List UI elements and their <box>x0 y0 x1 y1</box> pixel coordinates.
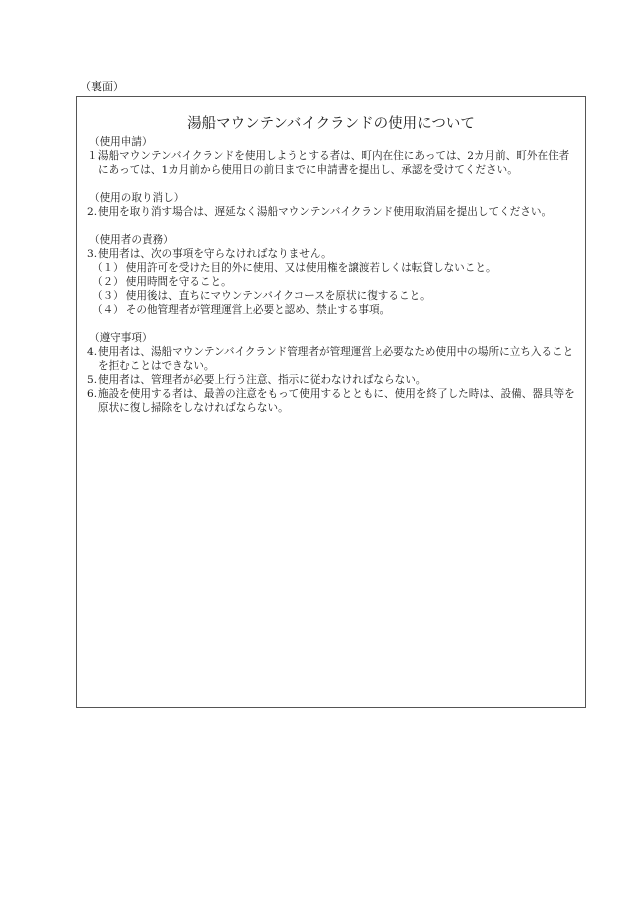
section-application <box>87 135 577 177</box>
section-heading: （使用の取り消し） <box>89 192 185 204</box>
clause-text: 使用者は、管理者が必要上行う注意、指示に従わなければならない。 <box>98 374 427 386</box>
section-heading: （使用者の責務） <box>89 234 174 246</box>
clause-text: 使用者は、次の事項を守らなければなりません。 <box>98 248 332 260</box>
sub-clause-number: （１） <box>92 262 124 274</box>
clause-5 <box>87 373 577 387</box>
clause-4 <box>87 345 577 373</box>
sub-clause-text: 使用時間を守ること。 <box>125 276 232 288</box>
document-title: 湯船マウンテンバイクランドの使用について <box>187 116 475 132</box>
sub-clause-text: その他管理者が管理運営上必要と認め、禁止する事項。 <box>125 304 391 316</box>
clause-text: 湯船マウンテンバイクランドを使用しようとする者は、町内在住にあっては、2カ月前、町外在住者にあっては、1カ月前から使用日の前日までに申請書を提出し、承認を受けてください。 <box>98 150 570 176</box>
sub-clause-number: （２） <box>92 276 124 288</box>
clause-1 <box>87 149 577 177</box>
sub-clause-3 <box>87 289 577 303</box>
clause-number: 6. <box>87 388 98 400</box>
sub-clause-2 <box>87 275 577 289</box>
notice-body <box>87 135 577 415</box>
clause-text: 施設を使用する者は、最善の注意をもって使用するとともに、使用を終了した時は、設備、器具等を原状に復し掃除をしなければならない。 <box>98 388 575 414</box>
clause-6 <box>87 387 577 415</box>
section-heading: （遵守事項） <box>89 332 153 344</box>
clause-number: 2. <box>87 206 98 218</box>
clause-3 <box>87 247 577 261</box>
sub-clause-1 <box>87 261 577 275</box>
page-side-label: （裏面） <box>80 80 124 93</box>
clause-number: 3. <box>87 248 98 260</box>
sub-clause-4 <box>87 303 577 317</box>
sub-clause-number: （３） <box>92 290 124 302</box>
sub-clause-number: （４） <box>92 304 124 316</box>
section-compliance <box>87 331 577 415</box>
clause-text: 使用者は、湯船マウンテンバイクランド管理者が管理運営上必要なため使用中の場所に立ち入ることを拒むことはできない。 <box>98 346 574 372</box>
clause-number: 4. <box>87 346 98 358</box>
clause-text: 使用を取り消す場合は、遅延なく湯船マウンテンバイクランド使用取消届を提出してください。 <box>98 206 553 218</box>
section-heading: （使用申請） <box>89 136 153 148</box>
sub-clause-text: 使用後は、直ちにマウンテンバイクコースを原状に復すること。 <box>125 290 431 302</box>
notice-frame <box>76 96 586 708</box>
sub-clause-text: 使用許可を受けた目的外に使用、又は使用権を譲渡若しくは転貸しないこと。 <box>125 262 497 274</box>
clause-number: 5. <box>87 374 98 386</box>
section-cancellation <box>87 191 577 219</box>
clause-2 <box>87 205 577 219</box>
clause-number: １. <box>87 150 101 162</box>
section-user-duties <box>87 233 577 317</box>
